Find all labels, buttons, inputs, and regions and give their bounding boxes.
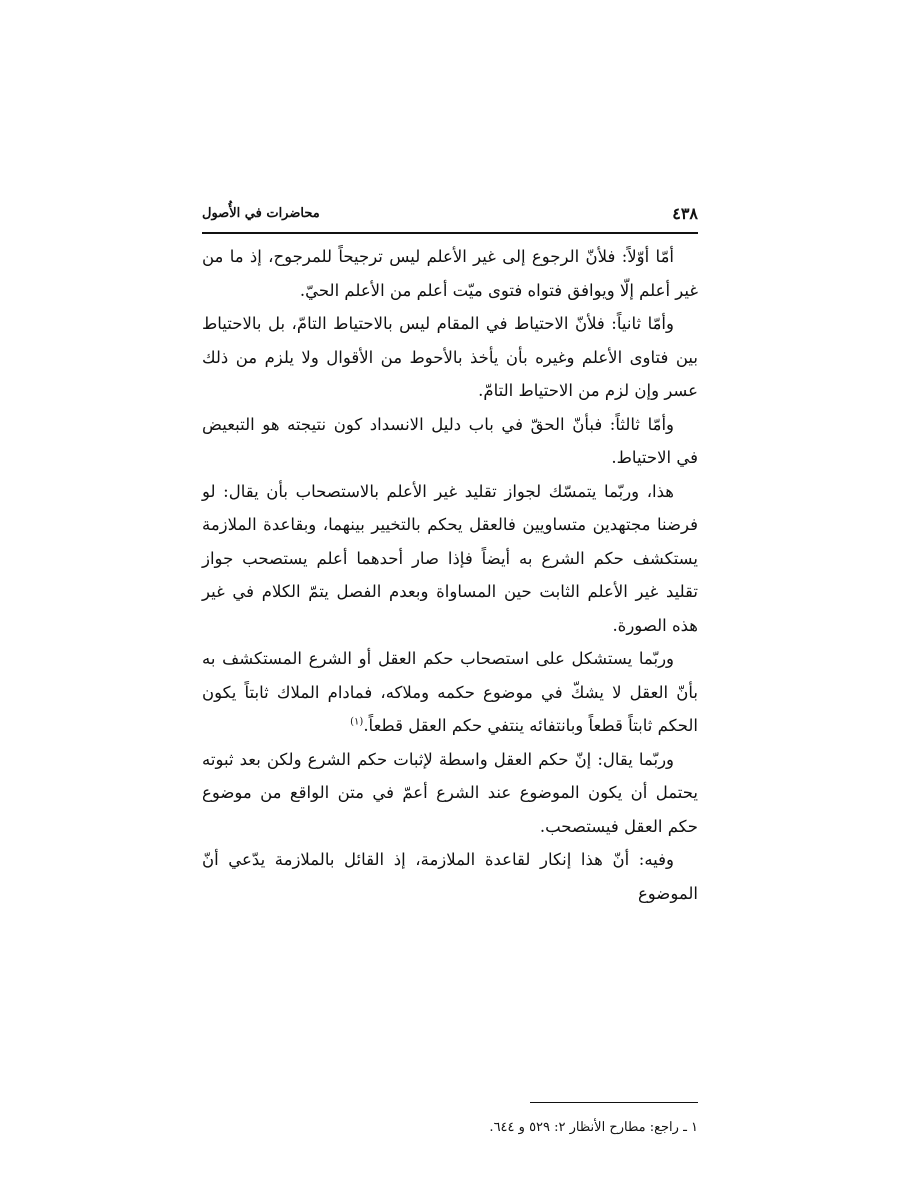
page-number: ٤٣٨ [672, 204, 698, 223]
running-title: محاضرات في الأُصول [202, 206, 320, 221]
paragraph: وأمّا ثانياً: فلأنّ الاحتياط في المقام ليس بالاحتياط التامّ، بل بالاحتياط بين فتاوى الأعلم وغيره بأن يأخذ بالأحوط من الأقوال ولا يلزم من ذلك عسر وإن لزم من الاحتياط التامّ. [202, 314, 698, 400]
page-header [202, 204, 698, 230]
body-text [202, 240, 698, 910]
paragraph: وربّما يقال: إنّ حكم العقل واسطة لإثبات حكم الشرع ولكن بعد ثبوته يحتمل أن يكون الموضوع عند الشرع أعمّ في متن الواقع من موضوع حكم العقل فيستصحب. [202, 749, 698, 836]
paragraph: هذا، وربّما يتمسّك لجواز تقليد غير الأعلم بالاستصحاب بأن يقال: لو فرضنا مجتهدين متساويين فالعقل يحكم بالتخيير بينهما، وبقاعدة الملازمة يستكشف حكم الشرع به أيضاً فإذا صار أحدهما أعلم يستصحب جواز تقليد غير الأعلم الثابت حين المساواة وبعدم الفصل يتمّ الكلام في غير هذه الصورة. [202, 481, 698, 635]
footnote-marker: (١) [350, 716, 364, 728]
paragraph: أمّا أوّلاً: فلأنّ الرجوع إلى غير الأعلم ليس ترجيحاً للمرجوح، إذ ما من غير أعلم إلّا ويوافق فتواه فتوى ميّت أعلم من الأعلم الحيّ. [202, 247, 698, 300]
paragraph: وأمّا ثالثاً: فبأنّ الحقّ في باب دليل الانسداد كون نتيجته هو التبعيض في الاحتياط. [202, 414, 698, 467]
paragraph: وربّما يستشكل على استصحاب حكم العقل أو الشرع المستكشف به بأنّ العقل لا يشكّ في موضوع حكمه وملاكه، فمادام الملاك ثابتاً يكون الحكم ثابتاً قطعاً وبانتفائه ينتفي حكم العقل قطعاً.$^{(١)}$ [202, 649, 698, 735]
paragraph: وفيه: أنّ هذا إنكار لقاعدة الملازمة، إذ القائل بالملازمة يدّعي أنّ الموضوع [202, 850, 698, 903]
header-divider [202, 232, 698, 234]
footnote-divider [530, 1102, 698, 1103]
footnote: ١ ـ راجع: مطارح الأنظار ٢: ٥٢٩ و ٦٤٤. [489, 1120, 698, 1135]
